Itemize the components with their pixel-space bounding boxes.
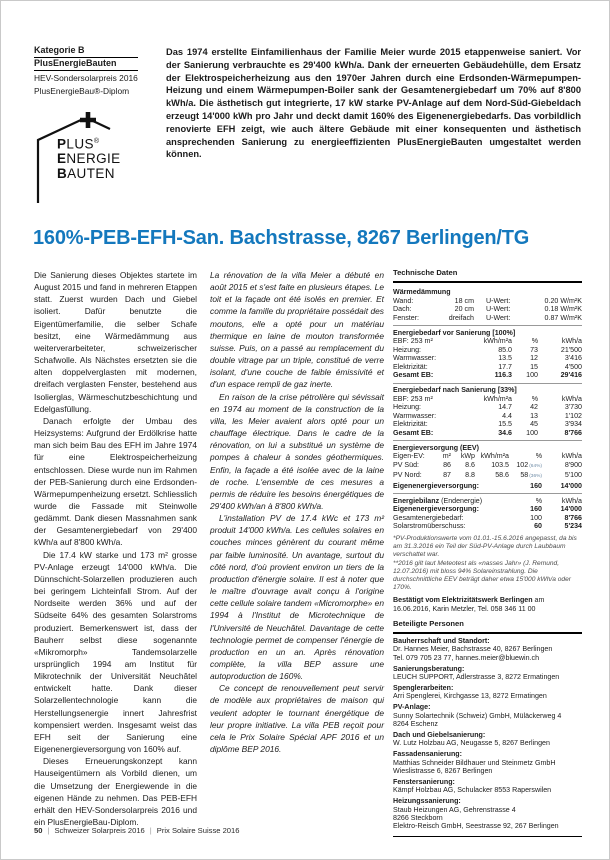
involved-persons-section <box>393 620 582 837</box>
person-entry: PV-Anlage: Sunny Solartechnik (Schweiz) GmbH, Müläckerweg 4 8264 Eschenz <box>393 703 562 728</box>
german-paragraph: Die 17.4 kW starke und 173 m² grosse PV-Anlage erzeugt 14'000 kWh/a. Die Dünnschicht-Solarzellen produzieren auch bei geringem Lichteinfall Strom. Auf der Nordseite werden 36% und auf der Südseite 64% des gesamten Solarstroms produziert. Bemerkenswert ist, dass der Bauherr selbst diese sogenannte «Mikromorph» Tandemsolarzelle ursprünglich 1994 am Institut für Mikrotechnik der Universität Neuchâtel entwickelt hatte. Dank dieser Solarzellentechnologie kann die Herstellungsenergie innert Jahresfrist kompensiert werden. Insgesamt weist das EFH seit der Sanierung eine Eigenenergieversorgung von 160% auf. <box>34 549 197 755</box>
french-column <box>210 269 384 755</box>
table-total-row: Gesamt EB: 34.6 100 8'766 <box>393 428 582 437</box>
person-entry: Dach und Giebelsanierung: W. Lutz Holzbau AG, Neugasse 5, 8267 Berlingen <box>393 730 550 748</box>
table-total-row: Eigenenergieversorgung: 160 14'000 <box>393 481 582 490</box>
person-entry: Spenglerarbeiten: Arri Spenglerei, Kirchgasse 13, 8272 Ermatingen <box>393 683 547 701</box>
tech-data-title: Technische Daten <box>393 269 582 283</box>
person-entry: Bauherrschaft und Standort: Dr. Hannes Meier, Bachstrasse 40, 8267 Berlingen Tel. 079 705 23 77, hannes.meier@bluewin.ch <box>393 636 553 662</box>
french-paragraph: L'installation PV de 17.4 kWc et 173 m² produit 14'000 kWh/a. Les cellules solaires en couches minces génèrent du courant même par faible luminosité. Un avantage, surtout du côté nord, d'où provient environ un tiers de la production d'énergie solaire. Il est à noter que le maître d'ouvrage avait conçu à l'origine cette cellule solaire tandem «Micromorphe» en 1994 à l'Institut de Microtechnique de l'Université de Neuchâtel. Davantage de cette technologie permet de compenser l'énergie de production en un an. Après rénovation complète, la villa BEP assure une autoproduction de 160%. <box>210 513 384 682</box>
table-header-row: EBF: 253 m² kWh/m²a % kWh/a <box>393 337 582 345</box>
share-note: (64%) <box>529 463 542 469</box>
table-row: Wand: 18 cm U-Wert: 0.20 W/m²K <box>393 296 582 305</box>
german-column <box>34 269 197 828</box>
prize-line: HEV-Sondersolarpreis 2016 <box>34 73 138 83</box>
table-row: Elektrizität: 15.5 45 3'934 <box>393 420 582 428</box>
person-entry: Fassadensanierung: Matthias Schneider Bildhauer und Steinmetz GmbH Wieslistrasse 6, 8267 Berlingen <box>393 750 556 776</box>
demand-after-section <box>393 383 582 438</box>
table-row: PV Nord: 87 8.8 58.6 58(36%) 5'100 <box>393 471 582 479</box>
footer-publication-de: Schweizer Solarpreis 2016 <box>54 826 145 835</box>
logo-letter-b: B <box>57 165 68 181</box>
table-total-row: Gesamt EB: 116.3 100 29'416 <box>393 371 582 379</box>
involved-persons-title: Beteiligte Personen <box>393 620 582 634</box>
category-block <box>34 45 138 97</box>
energy-supply-section <box>393 440 582 490</box>
logo-wordmark: PLUS® ENERGIE BAUTEN <box>57 136 121 181</box>
insulation-section <box>393 286 582 323</box>
person-entry: Fenstersanierung: Kämpf Holzbau AG, Schulacker 8553 Raperswilen <box>393 777 552 795</box>
german-paragraph: Dieses Erneuerungskonzept kann Hauseigentümern als Vorbild dienen, um die Umsetzung der Energiewende in die eigenen Hände zu nehmen. Das PEB-EFH erhält den HEV-Sondersolarpreis 2016 und ein PlusEnergieBau-Diplom. <box>34 756 197 828</box>
french-paragraph: La rénovation de la villa Meier a débuté en août 2015 et s'est faite en plusieurs étapes. Le toit et la façade ont été isolés en premier. Et comme la famille du propriétaire possédait des moutons, elle a opté pour un matériau thermique en laine de mouton transformée suisse. Puis, on a passé au remplacement du double vitrage par un triple, constitué de verre isolant, d'une couche de faible émissivité et d'un espace rempli de gaz inerte. <box>210 270 384 390</box>
registered-mark: ® <box>93 138 100 145</box>
confirmation-note: Bestätigt vom Elektrizitätswerk Berlingen am 16.06.2016, Karin Metzler, Tel. 058 346 11 00 <box>393 596 545 613</box>
category-label: Kategorie B <box>34 45 138 58</box>
french-paragraph: Ce concept de renouvellement peut servir de modèle aux propriétaires de maison qui veulent adopter le tournant énergétique de leur propre initiative. La villa PEB reçoit pour cela le Prix Solaire Spécial APF 2016 et un diplôme BEP 2016. <box>210 683 384 755</box>
page-footer: 50 | Schweizer Solarpreis 2016 | Prix Solaire Suisse 2016 <box>34 826 240 835</box>
demand-before-section <box>393 325 582 380</box>
table-row: Heizung: 14.7 42 3'730 <box>393 403 582 411</box>
lead-paragraph: Das 1974 erstellte Einfamilienhaus der Familie Meier wurde 2015 etappenweise saniert. Vor der Sanierung verbrauchte es 29'400 kWh/a. Dank der erneuerten Gebäudehülle, dem Ersatz der Elektrospeicherheizung aus den 1970er Jahren durch eine Erdsonden-Wärmepumpen-Heizung und einem Wärmepumpen-Boiler sank der Gesamtenergiebedarf um 70% auf 8'800 kWh/a. Die ästhetisch gut integrierte, 17 kW starke PV-Anlage auf dem Nord-Süd-Giebeldach erzeugt 14'000 kWh pro Jahr und deckt damit 160% des Eigenenergiebedarfs. Das vorbildlich renovierte EFH zeigt, wie auch ältere Gebäude mit einer konsequenten und ästhetisch ansprechenden Sanierung zu energieeffizienten PlusEnergieBauten umgestaltet werden können. <box>166 47 581 160</box>
person-entry: Sanierungsberatung: LEUCH SUPPORT, Adlerstrasse 3, 8272 Ermatingen <box>393 664 560 681</box>
logo-letter-e: E <box>57 151 67 166</box>
section-header: Energiebedarf vor Sanierung [100%] <box>393 328 516 337</box>
table-header-row: Energiebilanz (Endenergie) % kWh/a <box>393 496 582 505</box>
logo-letter-p: P <box>57 136 67 152</box>
german-paragraph: Danach erfolgte der Umbau des Heizsystems: Aufgrund der Erdölkrise hatte man sich beim Bau des EFH im Jahre 1974 für eine Elektrospeicherheizung entschlossen. Diese wurde nun im Rahmen der PEB-Sanierung durch eine Erdsonden-Wärmepumpenheizung ersetzt. Schliesslich wurde die Fassade mit Steinwolle gedämmt. Dank diesen Massnahmen sank der Gesamtenergiebedarf von 29'400 kWh/a auf 8'800 kWh/a. <box>34 415 197 548</box>
table-row: Warmwasser: 13.5 12 3'416 <box>393 354 582 362</box>
page-title: 160%-PEB-EFH-San. Bachstrasse, 8267 Berlingen/TG <box>33 227 530 249</box>
energy-balance-section <box>393 493 582 531</box>
table-row: Dach: 20 cm U-Wert: 0.18 W/m²K <box>393 305 582 313</box>
table-row: Fenster: dreifach U-Wert: 0.87 W/m²K <box>393 313 582 322</box>
table-header-row: EBF: 253 m² kWh/m²a % kWh/a <box>393 394 582 403</box>
german-paragraph: Die Sanierung dieses Objektes startete im August 2015 und fand in mehreren Etappen statt. Zuerst wurden Dach und Giebel isoliert. Dafür benutzte die Eigentümerfamilie, die selber Schafe besitzt, eine Wärmedämmung aus weiterverarbeiteter, schweizerischer Schafwolle. Als Nächstes ersetzten sie die alten doppelverglasten mit modernen, dreifach verglasten Fenster, bestehend aus Isolierglas, Wärmeschutzbeschichtung und Edelgasfüllung. <box>34 270 197 414</box>
table-header-row: Eigen-EV: m² kWp kWh/m²a % kWh/a <box>393 452 582 460</box>
french-paragraph: En raison de la crise pétrolière qui sévissait en 1974 au moment de la construction de la villa, les Meier avaient alors opté pour un chauffage électrique. Dans le cadre de la rénovation, on lui a substitué un système de pompes à chaleur à sondes géothermiques. Enfin, la façade a été isolée avec de la laine de roche. L'ensemble de ces mesures a permis de réduire les besoins énergétiques de 29'400 kWh/an à 8'800 kWh/a. <box>210 391 384 511</box>
table-row: Heizung: 85.0 73 21'500 <box>393 345 582 354</box>
section-header: Wärmedämmung <box>393 288 451 296</box>
technical-data-column <box>393 269 582 837</box>
plus-energie-bauten-logo <box>31 109 151 209</box>
table-row: Gesamtenergiebedarf: 100 8'766 <box>393 513 582 522</box>
share-note: (36%) <box>529 474 542 479</box>
category-sublabel: PlusEnergieBauten <box>34 58 138 71</box>
section-header: Energieversorgung (EEV) <box>393 443 479 452</box>
table-row: Solarstromüberschuss: 60 5'234 <box>393 522 582 530</box>
person-entry: Heizungssanierung: Staub Heizungen AG, Gehrenstrasse 4 8266 Steckborn Elektro-Reisch GmbH, Seestrasse 92, 267 Berlingen <box>393 797 559 831</box>
diploma-line: PlusEnergieBau®-Diplom <box>34 86 130 96</box>
footnotes <box>393 535 582 593</box>
page-number: 50 <box>34 826 43 835</box>
table-row: Warmwasser: 4.4 13 1'102 <box>393 411 582 420</box>
table-row: PV Süd: 86 8.6 103.5 102(64%) 8'900 <box>393 460 582 469</box>
table-row: Elektrizität: 17.7 15 4'500 <box>393 362 582 371</box>
footnote: **2016 gilt laut Meteotest als «nasses Jahr» (J. Remund, 12.07.2016) mit bloss 94% Solareinstrahlung. Die durchschnittliche EEV beträgt daher etwa 15'000 kWh/a oder 170%. <box>393 559 571 592</box>
table-row: Eigenenergieversorgung: 160 14'000 <box>393 505 582 513</box>
footnote: *PV-Produktionswerte vom 01.01.-15.6.2016 angepasst, da bis am 31.3.2016 ein Teil der Süd-PV-Anlage durch Laubbaum verschattet war. <box>393 534 577 558</box>
section-header: Energiebedarf nach Sanierung [33%] <box>393 386 517 394</box>
footer-publication-fr: Prix Solaire Suisse 2016 <box>156 826 240 835</box>
